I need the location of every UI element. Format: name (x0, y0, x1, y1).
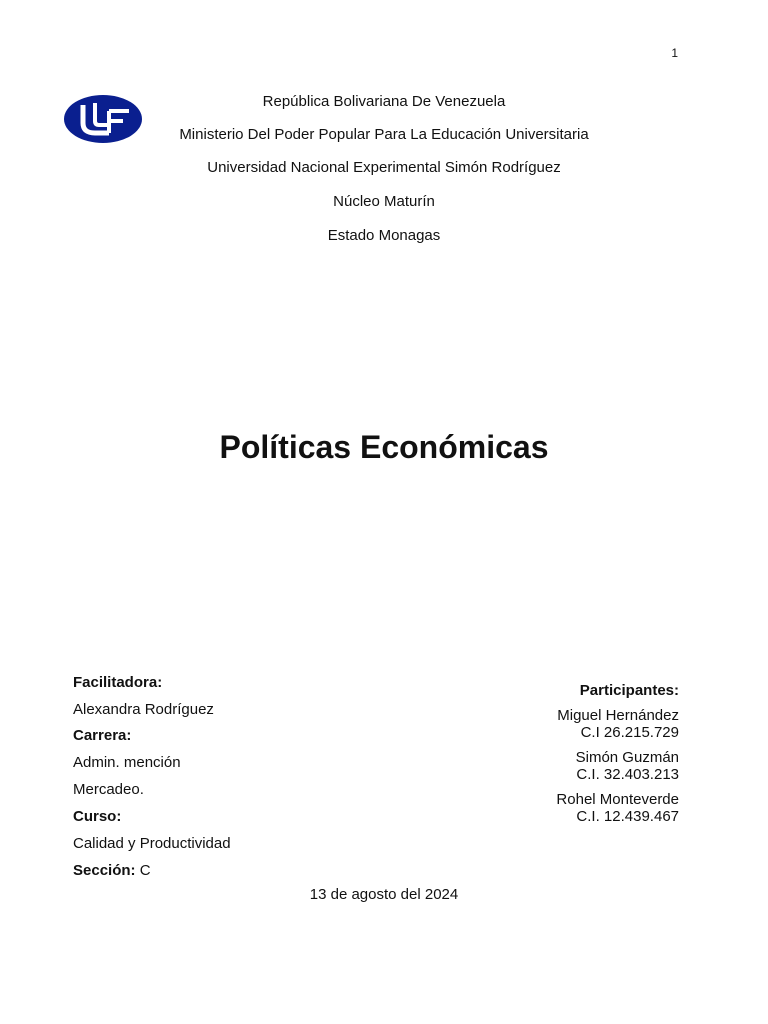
participant-name: Simón Guzmán (575, 749, 679, 766)
header-line-state: Estado Monagas (327, 227, 441, 244)
header-line-republic: República Bolivariana De Venezuela (262, 93, 506, 110)
participant-name: Miguel Hernández (557, 707, 679, 724)
document-date: 13 de agosto del 2024 (309, 886, 459, 903)
seccion-label: Sección: (73, 862, 136, 879)
facilitadora-value: Alexandra Rodríguez (73, 701, 214, 718)
document-title: Políticas Económicas (219, 429, 549, 465)
curso-label: Curso: (73, 808, 122, 825)
carrera-label: Carrera: (73, 727, 132, 744)
header-line-university: Universidad Nacional Experimental Simón Rodríguez (207, 159, 561, 176)
participant-name: Rohel Monteverde (556, 791, 679, 808)
carrera-value-line-2: Mercadeo. (73, 781, 144, 798)
facilitadora-label: Facilitadora: (73, 674, 163, 691)
curso-value: Calidad y Productividad (73, 835, 231, 852)
header-line-nucleus: Núcleo Maturín (333, 193, 435, 210)
seccion-value: C (135, 862, 151, 879)
participant-id: C.I 26.215.729 (580, 724, 679, 741)
carrera-value-line-1: Admin. mención (73, 754, 181, 771)
seccion-row (73, 862, 151, 880)
participants-label: Participantes: (579, 682, 679, 699)
page-number: 1 (671, 46, 678, 60)
header-line-ministry: Ministerio Del Poder Popular Para La Educación Universitaria (179, 126, 589, 143)
participant-id: C.I. 32.403.213 (576, 766, 679, 783)
participant-id: C.I. 12.439.467 (576, 808, 679, 825)
